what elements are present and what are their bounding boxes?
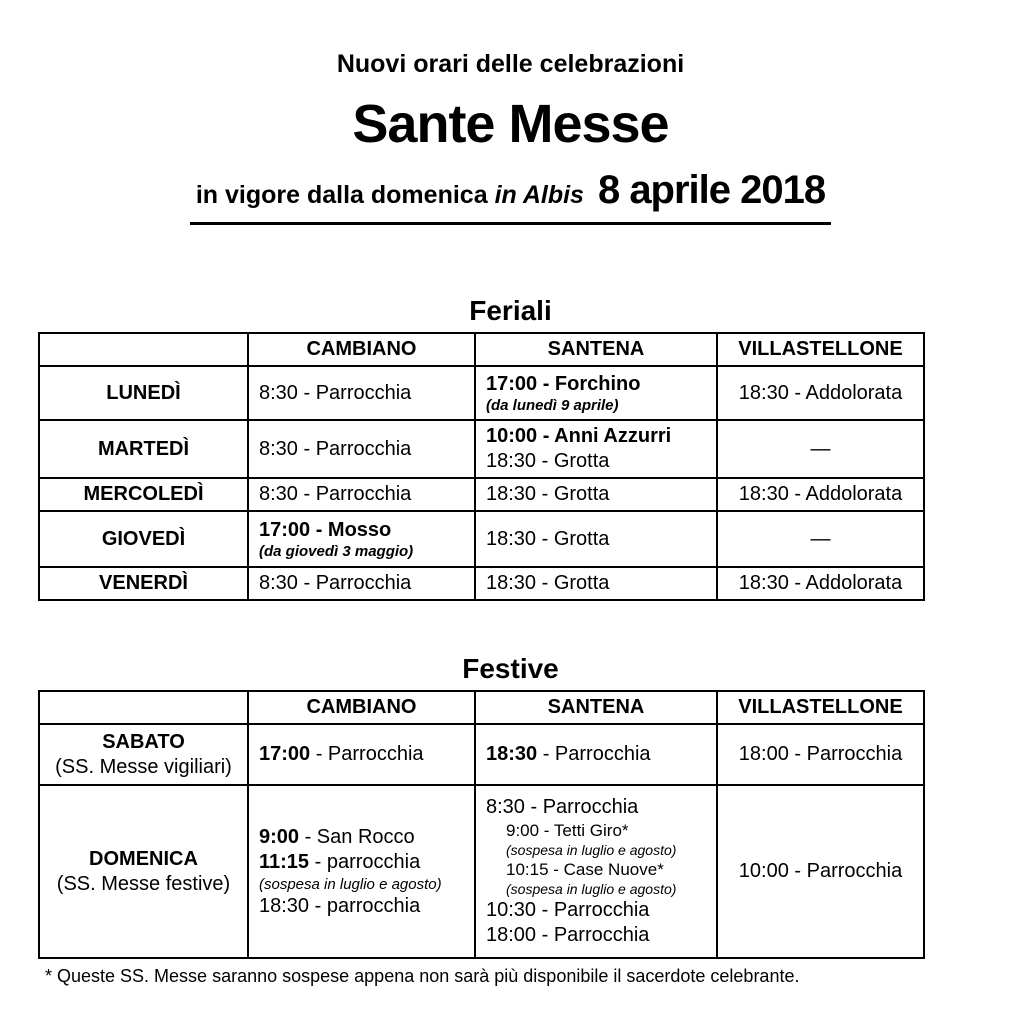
mass-time: 17:00 [259, 743, 311, 765]
lunedi-villastellone-cell: 18:30 - Addolorata [717, 366, 924, 420]
day-name: SABATO [102, 730, 185, 753]
day-label-martedi: MARTEDÌ [39, 420, 248, 478]
venerdi-villastellone-cell: 18:30 - Addolorata [717, 567, 924, 600]
domenica-villastellone-cell: 10:00 - Parrocchia [717, 785, 924, 958]
section-title-festive: Festive [462, 653, 559, 684]
section-title-feriali: Feriali [469, 295, 552, 326]
effective-date-value: 8 aprile 2018 [597, 168, 826, 212]
mass-entry: 18:30 - Grotta [486, 450, 610, 472]
mercoledi-santena-cell [475, 478, 717, 511]
mass-entry-secondary: 10:15 - Case Nuove* [506, 860, 664, 879]
day-label-venerdi: VENERDÌ [39, 567, 248, 600]
martedi-santena-cell [475, 420, 717, 478]
effective-date-prefix: in vigore dalla domenica [195, 181, 488, 209]
martedi-cambiano-cell [248, 420, 475, 478]
mass-entry-secondary: 9:00 - Tetti Giro* [506, 821, 629, 840]
domenica-santena-cell [475, 785, 717, 958]
mass-entry: 10:30 - Parrocchia [486, 899, 650, 921]
lunedi-santena-cell [475, 366, 717, 420]
mass-entry: 18:30 - parrocchia [259, 894, 421, 917]
effective-date-latin: in Albis [494, 181, 584, 209]
mass-entry-note: (da giovedì 3 maggio) [259, 542, 414, 560]
mass-entry [259, 850, 464, 875]
mass-entry: 8:30 - Parrocchia [259, 572, 412, 594]
day-label-sabato [39, 724, 248, 785]
feriali-header-santena: SANTENA [475, 333, 717, 366]
feriali-row-giovedi [39, 511, 924, 567]
mass-entry: 18:00 - Parrocchia [486, 924, 650, 946]
venerdi-cambiano-cell [248, 567, 475, 600]
mass-entry [259, 825, 464, 850]
festive-table [38, 690, 925, 959]
feriali-row-lunedi [39, 366, 924, 420]
mass-place: - parrocchia [309, 850, 421, 873]
feriali-row-venerdi [39, 567, 924, 600]
feriali-header-cambiano: CAMBIANO [248, 333, 475, 366]
mass-entry-note: (sospesa in luglio e agosto) [506, 842, 677, 858]
effective-date-underline [190, 168, 831, 225]
mass-entry-note: (sospesa in luglio e agosto) [259, 875, 442, 893]
festive-header-cambiano: CAMBIANO [248, 691, 475, 724]
mass-entry [486, 742, 706, 767]
day-subtitle: (SS. Messe festive) [56, 872, 231, 895]
mass-entry: 8:30 - Parrocchia [259, 483, 412, 505]
day-subtitle: (SS. Messe vigiliari) [55, 755, 232, 778]
festive-corner-cell [39, 691, 248, 724]
mass-entry: 8:30 - Parrocchia [259, 381, 412, 404]
mass-time: 11:15 [259, 850, 310, 873]
domenica-cambiano-cell [248, 785, 475, 958]
footnote: * Queste SS. Messe saranno sospese appena non sarà più disponibile il sacerdote celebrante. [45, 966, 800, 986]
day-label-lunedi: LUNEDÌ [39, 366, 248, 420]
mass-entry [259, 742, 464, 767]
effective-date-line [0, 168, 1021, 225]
sabato-villastellone-cell: 18:00 - Parrocchia [717, 724, 924, 785]
mass-place: - Parrocchia [537, 743, 651, 765]
mass-entry-note: (da lunedì 9 aprile) [486, 396, 619, 414]
giovedi-cambiano-cell [248, 511, 475, 567]
mass-entry: 18:30 - Grotta [486, 572, 610, 594]
festive-row-sabato [39, 724, 924, 785]
festive-header-villastellone: VILLASTELLONE [717, 691, 924, 724]
feriali-header-row [39, 333, 924, 366]
feriali-corner-cell [39, 333, 248, 366]
mercoledi-villastellone-cell: 18:30 - Addolorata [717, 478, 924, 511]
mass-time: 9:00 [259, 825, 300, 848]
mass-entry: 10:00 - Anni Azzurri [486, 425, 672, 447]
martedi-villastellone-cell: — [717, 420, 924, 478]
lunedi-cambiano-cell [248, 366, 475, 420]
day-label-domenica [39, 785, 248, 958]
mass-time: 18:30 [486, 743, 538, 765]
mass-place: - San Rocco [299, 825, 415, 848]
mass-entry: 17:00 - Mosso [259, 518, 392, 541]
mass-place: - Parrocchia [310, 743, 424, 765]
document-header [0, 50, 1021, 225]
mass-entry: 18:30 - Grotta [486, 527, 610, 550]
festive-row-domenica [39, 785, 924, 958]
giovedi-villastellone-cell: — [717, 511, 924, 567]
header-overtitle: Nuovi orari delle celebrazioni [336, 50, 685, 78]
sabato-cambiano-cell [248, 724, 475, 785]
mass-entry-note: (sospesa in luglio e agosto) [506, 881, 677, 897]
mass-entry: 18:30 - Grotta [486, 483, 610, 505]
giovedi-santena-cell [475, 511, 717, 567]
mercoledi-cambiano-cell [248, 478, 475, 511]
festive-header-santena: SANTENA [475, 691, 717, 724]
day-name: DOMENICA [89, 847, 198, 870]
mass-entry: 17:00 - Forchino [486, 372, 641, 395]
venerdi-santena-cell [475, 567, 717, 600]
sabato-santena-cell [475, 724, 717, 785]
day-label-giovedi: GIOVEDÌ [39, 511, 248, 567]
feriali-header-villastellone: VILLASTELLONE [717, 333, 924, 366]
feriali-row-mercoledi [39, 478, 924, 511]
day-label-mercoledi: MERCOLEDÌ [39, 478, 248, 511]
feriali-table [38, 332, 925, 601]
mass-entry: 8:30 - Parrocchia [259, 437, 412, 460]
page-title: Sante Messe [352, 94, 669, 154]
feriali-row-martedi [39, 420, 924, 478]
mass-entry: 8:30 - Parrocchia [486, 796, 639, 818]
festive-header-row [39, 691, 924, 724]
